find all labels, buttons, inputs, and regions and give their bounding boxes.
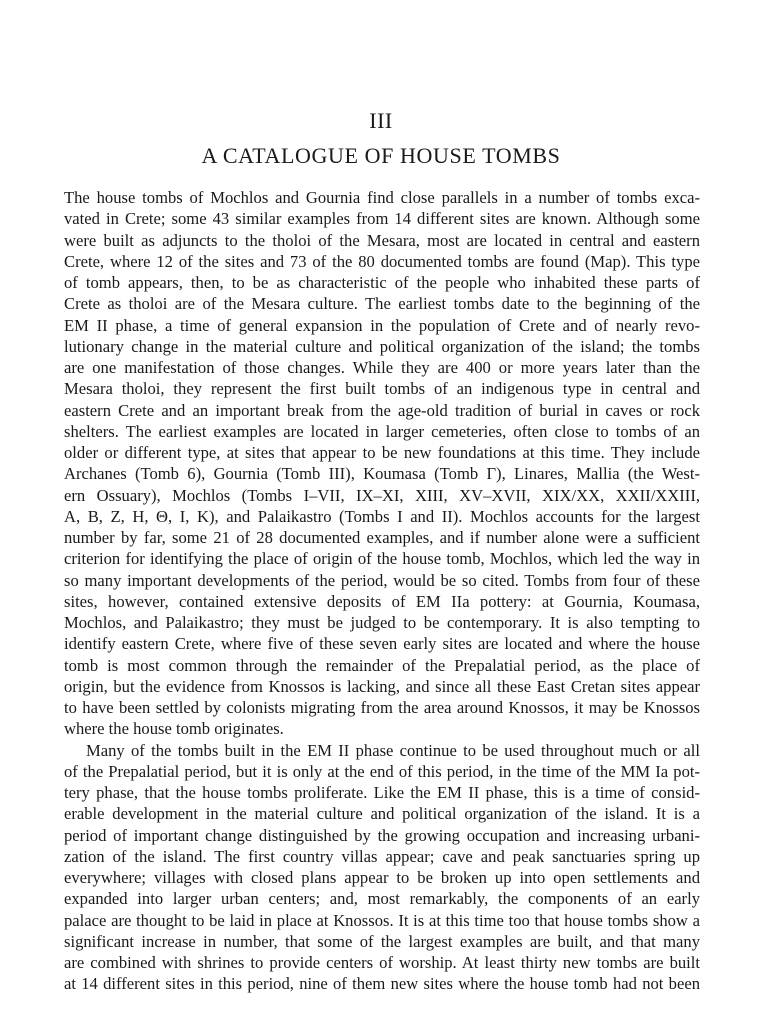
text-line: criterion for identifying the place of origin of the house tomb, Mochlos, which led the way in: [64, 549, 700, 569]
text-line: period of important change distinguished by the growing occupation and increasing urbani-: [64, 825, 700, 845]
text-line: expanded into larger urban centers; and, most remarkably, the components of an early: [64, 889, 700, 909]
text-line: are one manifestation of those changes. While they are 400 or more years later than the: [64, 358, 700, 377]
text-line: shelters. The earliest examples are located in larger cemeteries, often close to tombs of an: [64, 421, 700, 441]
text-line: to have been settled by colonists migrating from the area around Knossos, it may be Knossos: [64, 698, 700, 717]
body-text: [64, 187, 700, 995]
text-line: at 14 different sites in this period, nine of them new sites where the house tomb had not been: [64, 974, 700, 994]
text-line: Crete, where 12 of the sites and 73 of the 80 documented tombs are found (Map). This type: [64, 251, 700, 271]
chapter-number: III: [369, 108, 393, 133]
text-line: ern Ossuary), Mochlos (Tombs I–VII, IX–XI, XIII, XV–XVII, XIX/XX, XXII/XXIII,: [64, 485, 700, 505]
text-line: of tomb appears, then, to be as characteristic of the people who inhabited these parts of: [64, 273, 700, 292]
text-line: so many important developments of the period, would be so cited. Tombs from four of these: [64, 570, 700, 590]
text-line: origin, but the evidence from Knossos is lacking, and since all these East Cretan sites appear: [64, 676, 700, 696]
text-line: significant increase in number, that some of the largest examples are built, and that many: [64, 931, 700, 951]
text-line: lutionary change in the material culture and political organization of the island; the tombs: [64, 336, 700, 356]
text-line: Archanes (Tomb 6), Gournia (Tomb III), Koumasa (Tomb Γ), Linares, Mallia (the West-: [64, 464, 700, 484]
chapter-title: A CATALOGUE OF HOUSE TOMBS: [201, 143, 561, 168]
text-line: Mochlos, and Palaikastro; they must be judged to be contemporary. It is also tempting to: [64, 613, 700, 632]
text-line: where the house tomb originates.: [64, 719, 284, 739]
text-line: are combined with shrines to provide centers of worship. At least thirty new tombs are built: [64, 953, 700, 972]
text-line: vated in Crete; some 43 similar examples from 14 different sites are known. Although some: [64, 209, 700, 229]
paragraph-2: [64, 740, 700, 995]
text-line: older or different type, at sites that appear to be new foundations at this time. They include: [64, 443, 700, 462]
text-line: The house tombs of Mochlos and Gournia find close parallels in a number of tombs exca-: [64, 188, 700, 207]
text-line: of the Prepalatial period, but it is only at the end of this period, in the time of the MM Ia pot-: [64, 761, 700, 781]
text-line: number by far, some 21 of 28 documented examples, and if number alone were a sufficient: [64, 528, 700, 547]
text-line: Mesara tholoi, they represent the first built tombs of an indigenous type in central and: [64, 379, 700, 399]
text-line: Many of the tombs built in the EM II phase continue to be used throughout much or all: [86, 740, 700, 760]
text-line: palace are thought to be laid in place at Knossos. It is at this time too that house tombs show a: [64, 910, 700, 930]
text-line: were built as adjuncts to the tholoi of the Mesara, most are located in central and eastern: [64, 230, 700, 250]
text-line: tery phase, that the house tombs proliferate. Like the EM II phase, this is a time of consid-: [64, 783, 700, 802]
text-line: A, B, Z, H, Θ, I, K), and Palaikastro (Tombs I and II). Mochlos accounts for the largest: [64, 506, 700, 526]
text-line: identify eastern Crete, where five of these seven early sites are located and where the house: [64, 634, 700, 654]
text-line: eastern Crete and an important break from the age-old tradition of burial in caves or rock: [64, 400, 700, 420]
text-line: Crete as tholoi are of the Mesara culture. The earliest tombs date to the beginning of the: [64, 294, 700, 314]
text-line: tomb is most common through the remainder of the Prepalatial period, as the place of: [64, 655, 700, 675]
text-line: erable development in the material culture and political organization of the island. It is a: [64, 804, 700, 824]
text-line: EM II phase, a time of general expansion in the population of Crete and of nearly revo-: [64, 315, 700, 335]
text-line: sites, however, contained extensive deposits of EM IIa pottery: at Gournia, Koumasa,: [64, 591, 700, 611]
text-line: zation of the island. The first country villas appear; cave and peak sanctuaries spring up: [64, 846, 700, 866]
text-line: everywhere; villages with closed plans appear to be broken up into open settlements and: [64, 868, 700, 887]
paragraph-1: [64, 187, 700, 740]
